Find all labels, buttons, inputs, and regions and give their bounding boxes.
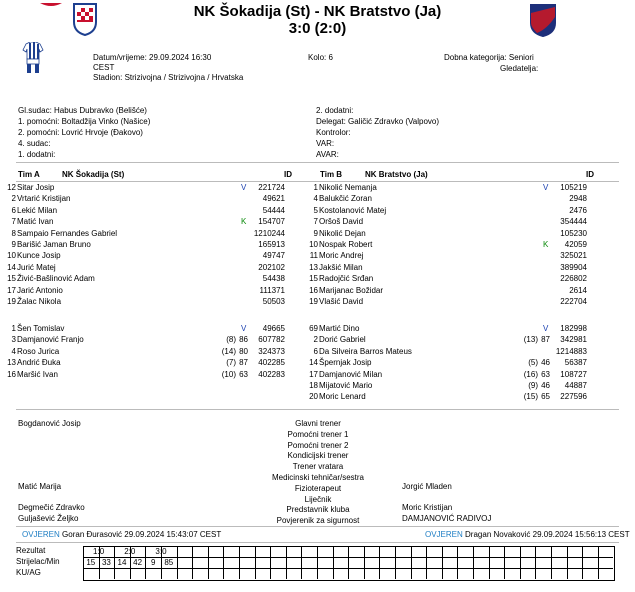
player-number: 2 — [11, 194, 16, 204]
player-id: 2614 — [569, 285, 587, 295]
player-number: 9 — [313, 228, 318, 238]
stats-col-divider — [535, 546, 536, 579]
sub-minute: 63 — [239, 369, 248, 379]
stats-col-divider — [333, 546, 334, 579]
player-row — [0, 216, 300, 227]
player-id: 202102 — [258, 262, 285, 272]
verified-by-right: Dragan Novaković 29.09.2024 15:56:13 CEST — [465, 530, 630, 539]
stats-col-divider — [489, 546, 490, 579]
player-number: 12 — [7, 183, 16, 192]
scorer-value: 42 — [133, 558, 143, 567]
player-name: Martić Dino — [319, 324, 360, 333]
player-id: 165913 — [258, 240, 285, 249]
match-title: NK Šokadija (St) - NK Bratstvo (Ja) — [193, 3, 442, 20]
stats-col-divider — [411, 546, 412, 579]
stats-col-divider — [504, 546, 505, 579]
stats-col-divider — [395, 546, 396, 579]
player-number: 7 — [11, 217, 16, 227]
player-number: 1 — [313, 183, 318, 192]
player-name: Živić-Bašlinović Adam — [17, 274, 95, 284]
staff-role-label: Predstavnik kluba — [286, 505, 350, 515]
player-number: 10 — [7, 251, 16, 261]
player-number: 13 — [309, 262, 318, 272]
player-id: 354444 — [560, 217, 587, 227]
player-row — [0, 296, 300, 307]
player-number: 7 — [313, 217, 318, 227]
player-number: 3 — [11, 335, 16, 345]
player-name: Marijanac Božidar — [319, 285, 384, 295]
player-id: 221724 — [258, 183, 285, 192]
player-id: 402283 — [258, 369, 285, 379]
player-name: Damjanović Franjo — [17, 335, 84, 345]
player-name: Sitar Josip — [17, 183, 55, 192]
player-name: Mijatović Mario — [319, 381, 373, 390]
player-number: 17 — [7, 285, 16, 295]
player-id: 108727 — [560, 369, 587, 379]
team-b-id-header: ID — [586, 170, 594, 179]
sub-for: (9) — [528, 381, 538, 390]
player-id: 607782 — [258, 335, 285, 345]
player-name: Sampaio Fernandes Gabriel — [17, 228, 118, 238]
team-a-name: NK Šokadija (St) — [62, 170, 125, 179]
sub-for: (8) — [226, 335, 236, 345]
player-id: 182998 — [560, 324, 587, 333]
stats-col-divider — [223, 546, 224, 579]
sub-minute: 86 — [239, 335, 248, 345]
player-row — [0, 323, 300, 334]
player-name: Nikolić Dejan — [319, 228, 366, 238]
player-id: 2948 — [569, 194, 587, 204]
stats-col-divider — [208, 546, 209, 579]
player-row — [0, 346, 300, 357]
keeper-mark: V — [543, 183, 549, 192]
sub-minute: 80 — [239, 346, 248, 356]
team-b-physio: Jorgić Mladen — [402, 482, 452, 491]
team-a-head-coach: Bogdanović Josip — [18, 419, 81, 428]
player-row — [0, 228, 300, 239]
team-a-physio: Matić Marija — [18, 482, 62, 491]
player-id: 324373 — [258, 346, 285, 356]
match-spectators: Gledatelja: — [500, 64, 539, 73]
stats-col-divider — [598, 546, 599, 579]
player-id: 222704 — [560, 297, 587, 306]
staff-role-label: Povjerenik za sigurnost — [276, 516, 360, 526]
stats-col-divider — [286, 546, 287, 579]
official-line: 4. sudac: — [18, 139, 51, 148]
player-id: 54444 — [262, 205, 285, 215]
player-number: 16 — [309, 285, 318, 295]
player-number: 11 — [309, 251, 318, 261]
player-number: 6 — [313, 346, 318, 356]
player-name: Oršoš David — [319, 217, 364, 227]
sub-for: (10) — [221, 369, 236, 379]
match-stadium: Stadion: Strizivojna / Strizivojna / Hrvatska — [93, 73, 244, 82]
scorer-value: 15 — [86, 558, 96, 567]
staff-role-label: Fizioterapeut — [294, 483, 342, 493]
match-datetime: Datum/vrijeme: 29.09.2024 16:30 — [93, 53, 212, 62]
stats-col-divider — [301, 546, 302, 579]
stats-col-divider — [426, 546, 427, 579]
team-a-id-header: ID — [284, 170, 292, 179]
player-row — [302, 273, 602, 284]
sub-for: (7) — [226, 358, 236, 368]
match-score: 3:0 (2:0) — [288, 20, 347, 37]
player-row — [0, 334, 300, 345]
player-number: 1 — [11, 324, 16, 333]
stats-col-divider — [582, 546, 583, 579]
stats-col-divider — [177, 546, 178, 579]
player-number: 14 — [7, 262, 16, 272]
player-id: 1210244 — [253, 228, 285, 238]
official-line: 1. dodatni: — [18, 150, 56, 159]
stats-col-divider — [192, 546, 193, 579]
player-row — [302, 369, 602, 380]
verified-badge: OVJEREN — [425, 530, 463, 539]
team-a-rep: Degmečić Zdravko — [18, 503, 85, 512]
player-name: Moric Lenard — [319, 392, 366, 402]
sub-minute: 46 — [541, 358, 550, 368]
player-number: 2 — [313, 335, 318, 345]
sub-minute: 87 — [239, 358, 248, 368]
player-id: 105219 — [560, 183, 587, 192]
player-id: 389904 — [560, 262, 587, 272]
staff-role-label: Pomoćni trener 1 — [287, 429, 349, 439]
captain-mark: K — [543, 240, 549, 249]
sub-minute: 65 — [541, 392, 550, 402]
player-name: Dorić Gabriel — [319, 335, 366, 345]
player-row — [0, 193, 300, 204]
staff-role-label: Liječnik — [304, 494, 332, 504]
stats-col-divider — [364, 546, 365, 579]
player-row — [0, 182, 300, 193]
player-name: Žalac Nikola — [17, 297, 62, 306]
sub-for: (14) — [221, 346, 236, 356]
player-name: Lekić Milan — [17, 205, 58, 215]
player-id: 50503 — [262, 297, 285, 306]
player-name: Da Silveira Barros Mateus — [319, 346, 412, 356]
player-number: 19 — [7, 297, 16, 306]
player-number: 15 — [7, 274, 16, 284]
player-id: 111371 — [259, 285, 285, 295]
verification-right — [425, 530, 630, 539]
player-name: Vrtarić Kristijan — [17, 194, 71, 204]
player-number: 9 — [11, 240, 16, 249]
stats-col-divider — [457, 546, 458, 579]
stats-col-divider — [567, 546, 568, 579]
team-a-security: Guljašević Željko — [18, 514, 79, 523]
sub-for: (5) — [528, 358, 538, 368]
stats-col-divider — [520, 546, 521, 579]
player-id: 49747 — [262, 251, 285, 261]
player-name: Kostolanović Matej — [319, 205, 387, 215]
player-name: Špernjak Josip — [319, 358, 372, 368]
player-id: 402285 — [258, 358, 285, 368]
result-value: 2:0 — [124, 547, 136, 556]
sub-for: (16) — [523, 369, 538, 379]
player-number: 17 — [309, 369, 318, 379]
player-row — [0, 357, 300, 368]
player-row — [0, 250, 300, 261]
stats-col-divider — [473, 546, 474, 579]
player-row — [0, 369, 300, 380]
player-row — [302, 216, 602, 227]
player-id: 49621 — [262, 194, 285, 204]
player-name: Radojčić Srđan — [319, 274, 374, 284]
player-id: 44887 — [564, 381, 587, 390]
player-name: Nospak Robert — [319, 240, 373, 249]
player-row — [302, 205, 602, 216]
match-category: Dobna kategorija: Seniori — [444, 53, 534, 62]
player-name: Šen Tomislav — [17, 324, 65, 333]
team-b-name: NK Bratstvo (Ja) — [365, 170, 428, 179]
player-id: 226802 — [560, 274, 587, 284]
scorer-value: 9 — [150, 558, 156, 567]
scorer-value: 85 — [164, 558, 174, 567]
team-b-label: Tim B — [320, 170, 343, 179]
result-value: 3:0 — [155, 547, 167, 556]
player-row — [302, 250, 602, 261]
player-name: Barišić Jaman Bruno — [17, 240, 91, 249]
player-number: 4 — [313, 194, 318, 204]
player-name: Kunce Josip — [17, 251, 61, 261]
verification-left — [22, 530, 221, 539]
player-row — [302, 193, 602, 204]
player-row — [0, 273, 300, 284]
result-value: 1:0 — [93, 547, 105, 556]
player-row — [302, 262, 602, 273]
home-kit-icon — [22, 42, 44, 74]
staff-role-label: Pomoćni trener 2 — [287, 440, 349, 450]
player-row — [0, 285, 300, 296]
player-id: 49665 — [262, 324, 285, 333]
player-row — [302, 357, 602, 368]
official-line: Kontrolor: — [316, 128, 351, 137]
player-row — [302, 228, 602, 239]
player-number: 5 — [313, 205, 318, 215]
player-number: 18 — [309, 381, 318, 390]
team-b-security: DAMJANOVIĆ RADIVOJ — [402, 514, 492, 523]
player-number: 16 — [7, 369, 16, 379]
player-id: 2476 — [569, 205, 587, 215]
team-b-rep: Moric Kristijan — [402, 503, 453, 512]
player-row — [302, 182, 602, 193]
sub-minute: 87 — [541, 335, 550, 345]
team-a-label: Tim A — [18, 170, 40, 179]
player-number: 14 — [309, 358, 318, 368]
player-id: 42059 — [564, 240, 587, 249]
player-row — [302, 391, 602, 402]
player-number: 13 — [7, 358, 16, 368]
stat-label-corners: KU/AG — [16, 568, 41, 577]
player-name: Damjanović Milan — [319, 369, 383, 379]
player-name: Roso Jurica — [17, 346, 60, 356]
stat-label-scorer: Strijelac/Min — [16, 557, 60, 566]
player-row — [302, 346, 602, 357]
player-id: 56387 — [564, 358, 587, 368]
scorer-value: 14 — [117, 558, 127, 567]
match-round: Kolo: 6 — [308, 53, 333, 62]
verified-badge: OVJEREN — [22, 530, 60, 539]
player-row — [302, 323, 602, 334]
stats-col-divider — [317, 546, 318, 579]
official-line: Gl.sudac: Habus Dubravko (Belišće) — [18, 106, 147, 115]
player-name: Matić Ivan — [17, 217, 54, 227]
stats-col-divider — [442, 546, 443, 579]
stats-col-divider — [270, 546, 271, 579]
stat-label-result: Rezultat — [16, 546, 46, 555]
player-row — [302, 380, 602, 391]
official-line: AVAR: — [316, 150, 339, 159]
stats-col-divider — [348, 546, 349, 579]
player-name: Jurić Matej — [17, 262, 56, 272]
keeper-mark: V — [543, 324, 549, 333]
scorer-value: 33 — [101, 558, 111, 567]
player-name: Nikolić Nemanja — [319, 183, 377, 192]
player-row — [0, 262, 300, 273]
keeper-mark: V — [241, 183, 247, 192]
captain-mark: K — [241, 217, 247, 227]
stats-col-divider — [239, 546, 240, 579]
match-timezone: CEST — [93, 63, 115, 72]
player-row — [0, 239, 300, 250]
player-name: Balukčić Zoran — [319, 194, 372, 204]
player-number: 8 — [11, 228, 16, 238]
sub-for: (13) — [523, 335, 538, 345]
player-name: Vlašić David — [319, 297, 364, 306]
sub-minute: 63 — [541, 369, 550, 379]
staff-role-label: Medicinski tehničar/sestra — [271, 473, 365, 482]
player-id: 342981 — [560, 335, 587, 345]
player-name: Maršić Ivan — [17, 369, 58, 379]
player-name: Andrić Đuka — [17, 358, 61, 368]
staff-role-label: Kondicijski trener — [287, 451, 349, 461]
official-line: 1. pomoćni: Boltadžija Vinko (Našice) — [18, 117, 151, 126]
staff-role-label: Glavni trener — [295, 419, 341, 428]
player-id: 54438 — [262, 274, 285, 284]
official-line: 2. pomoćni: Lovrić Hrvoje (Đakovo) — [18, 128, 143, 137]
player-row — [302, 296, 602, 307]
sub-minute: 46 — [541, 381, 550, 390]
player-row — [302, 285, 602, 296]
stats-col-divider — [551, 546, 552, 579]
player-id: 325021 — [560, 251, 587, 261]
verified-by-left: Goran Đurasović 29.09.2024 15:43:07 CEST — [62, 530, 222, 539]
official-line: VAR: — [316, 139, 335, 148]
player-name: Jarić Antonio — [17, 285, 63, 295]
player-number: 69 — [309, 324, 318, 333]
player-name: Moric Andrej — [319, 251, 364, 261]
player-number: 19 — [309, 297, 318, 306]
player-number: 10 — [309, 240, 318, 249]
player-number: 6 — [11, 205, 16, 215]
player-id: 105230 — [560, 228, 587, 238]
keeper-mark: V — [241, 324, 247, 333]
player-row — [302, 239, 602, 250]
player-number: 4 — [11, 346, 16, 356]
stats-col-divider — [255, 546, 256, 579]
player-number: 15 — [309, 274, 318, 284]
sub-for: (15) — [523, 392, 538, 402]
player-id: 154707 — [258, 217, 285, 227]
official-line: Delegat: Galičić Zdravko (Valpovo) — [316, 117, 440, 126]
player-row — [0, 205, 300, 216]
player-id: 227596 — [560, 392, 587, 402]
player-number: 20 — [309, 392, 318, 402]
player-id: 1214883 — [555, 346, 587, 356]
staff-role-label: Trener vratara — [292, 462, 344, 472]
player-name: Jakšić Milan — [319, 262, 363, 272]
official-line: 2. dodatni: — [316, 106, 354, 115]
player-row — [302, 334, 602, 345]
stats-col-divider — [379, 546, 380, 579]
